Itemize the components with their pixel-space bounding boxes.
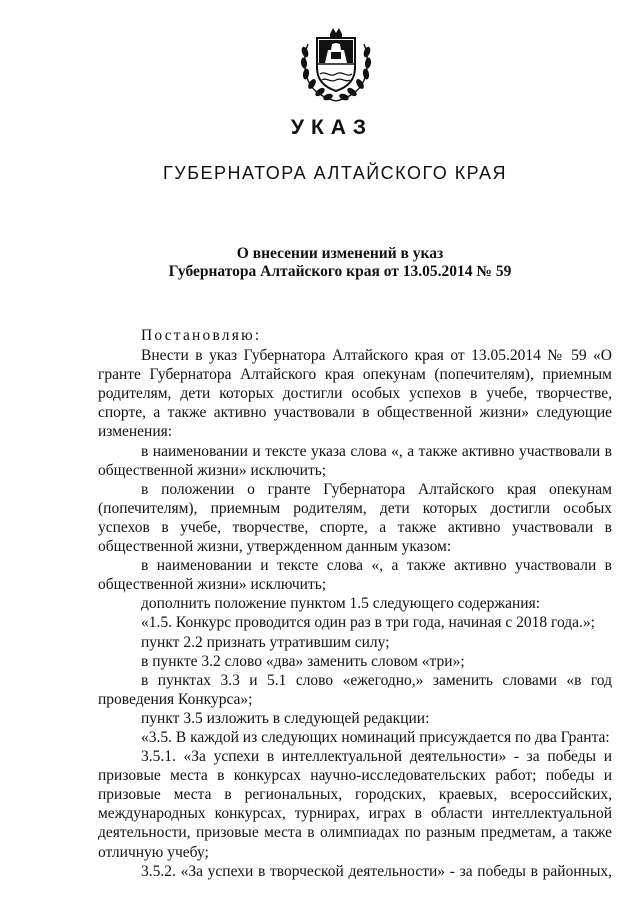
decree-word: Постановляю: [141,327,262,344]
decree-title-line-2: Губернатора Алтайского края от 13.05.2014 № 59 [168,263,512,280]
document-type: УКАЗ [290,116,374,139]
paragraph: Внести в указ Губернатора Алтайского края от 13.05.2014 № 59 «О гранте Губернатора Алтайского края опекунам (попечителям), приемным родителям, дети которых достигли особых успехов в учебе, творчестве, спорте, а также активно участвовали в общественной жизни» следующие изменения: [98,347,612,441]
paragraph: 3.5.2. «За успехи в творческой деятельности» - за победы в районных, [141,862,612,880]
paragraph: пункт 3.5 изложить в следующей редакции: [141,709,430,727]
decree-title [0,245,640,281]
paragraph: в наименовании и тексте указа слова «, а также активно участвовали в общественной жизни» исключить; [98,442,612,479]
paragraph: в пунктах 3.3 и 5.1 слово «ежегодно,» заменить словами «в год проведения Конкурса»; [98,671,612,708]
decree-title-line-1: О внесении изменений в указ [236,245,444,262]
paragraph: дополнить положение пунктом 1.5 следующего содержания: [141,595,541,613]
paragraph: 3.5.1. «За успехи в интеллектуальной деятельности» - за победы и призовые места в конкурсах научно-исследовательских работ; победы и призовые места в региональных, городских, краевых, всероссийских, международных конкурсах, турнирах, играх в области интеллектуальной деятельности, призовые места в олимпиадах по разным предметам, а также отличную учебу; [98,748,612,861]
paragraph: в наименовании и тексте слова «, а также активно участвовали в общественной жизни» исключить; [98,557,612,594]
paragraph: в положении о гранте Губернатора Алтайского края опекунам (попечителям), приемным родителям, дети которых достигли особых успехов в учебе, творчестве, спорте, а также активно участвовали в общественной жизни, утвержденном данным указом: [98,480,612,556]
paragraph: пункт 2.2 признать утратившим силу; [141,633,390,651]
issuer-title: ГУБЕРНАТОРА АЛТАЙСКОГО КРАЯ [163,163,507,183]
paragraph: «3.5. В каждой из следующих номинаций присуждается по два Гранта: [141,728,610,746]
paragraph: «1.5. Конкурс проводится один раз в три года, начиная с 2018 года.»; [141,614,595,632]
decree-body [98,326,612,881]
paragraph: в пункте 3.2 слово «два» заменить словом «три»; [141,652,465,670]
coat-of-arms-icon [295,24,377,106]
